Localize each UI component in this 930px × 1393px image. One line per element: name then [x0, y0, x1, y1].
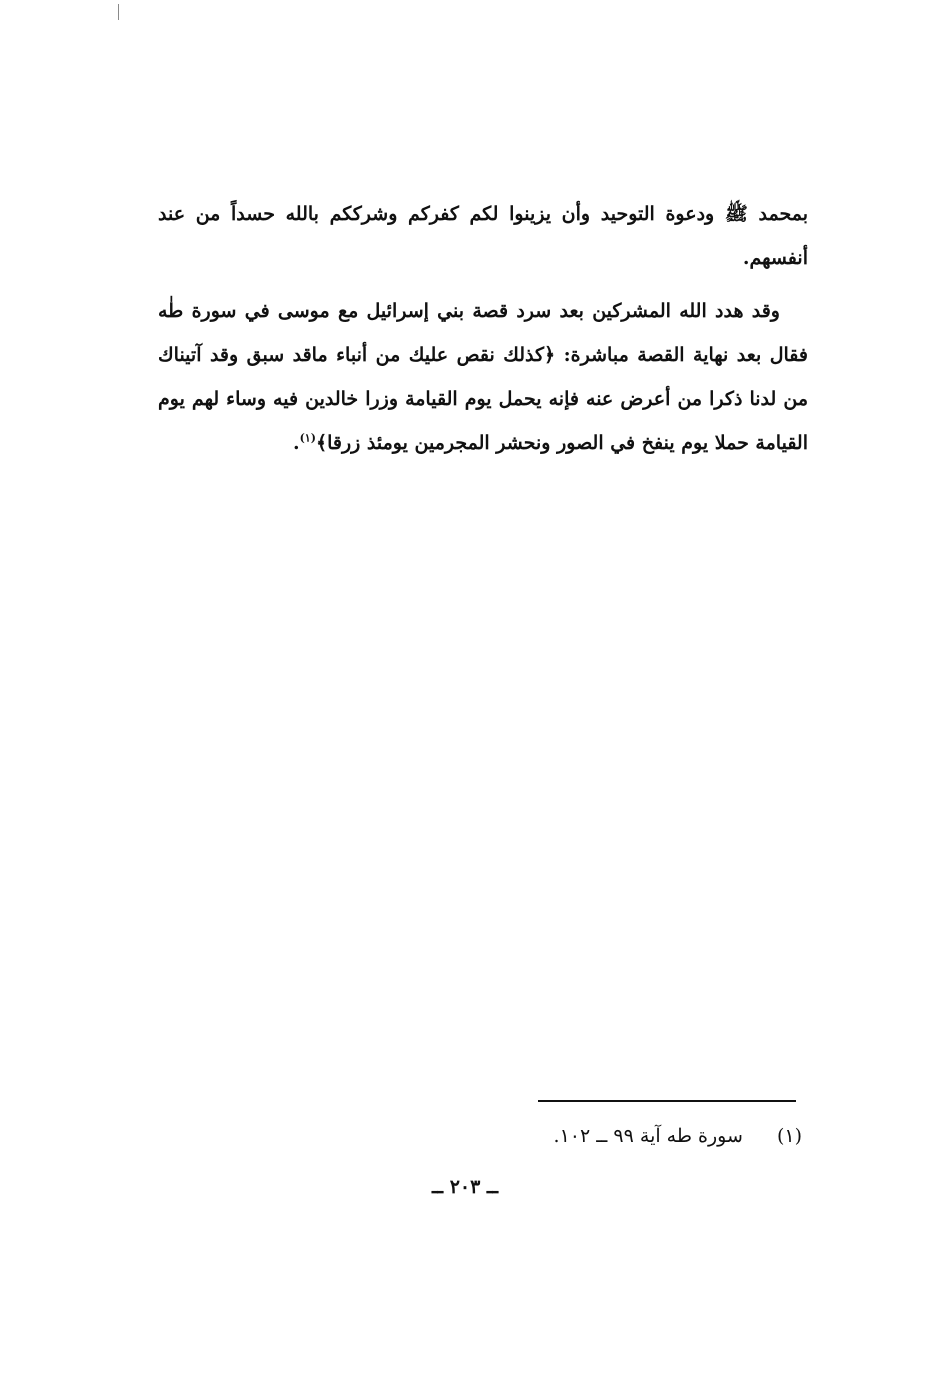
scan-edge-mark: [118, 4, 119, 20]
footnote: [554, 1118, 802, 1154]
footnote-separator: [538, 1100, 796, 1102]
quran-quote: ﴿كذلك نقص عليك من أنباء ماقد سبق وقد آتيناك من لدنا ذكرا من أعرض عنه فإنه يحمل يوم القيامة وزرا خالدين فيه وساء لهم يوم القيامة حملا يوم ينفخ في الصور ونحشر المجرمين يومئذ زرقا﴾: [158, 344, 808, 454]
paragraph-2-intro: وقد هدد الله المشركين بعد سرد قصة بني إسرائيل مع موسى في سورة طٰه فقال بعد نهاية القصة مباشرة:: [158, 300, 808, 366]
footnote-reference: (١): [299, 431, 316, 445]
paragraph-1: بمحمد ﷺ ودعوة التوحيد وأن يزينوا لكم كفركم وشرككم بالله حسداً من عند أنفسهم.: [158, 203, 808, 269]
paragraph-2-end: .: [292, 432, 300, 454]
page-number: ــ ٢٠٣ ــ: [431, 1176, 499, 1198]
footnote-text: سورة طه آية ٩٩ ــ ١٠٢.: [553, 1125, 743, 1147]
main-text: [158, 192, 808, 465]
footnote-number: (١): [776, 1125, 802, 1147]
paragraph-2: [158, 289, 808, 465]
